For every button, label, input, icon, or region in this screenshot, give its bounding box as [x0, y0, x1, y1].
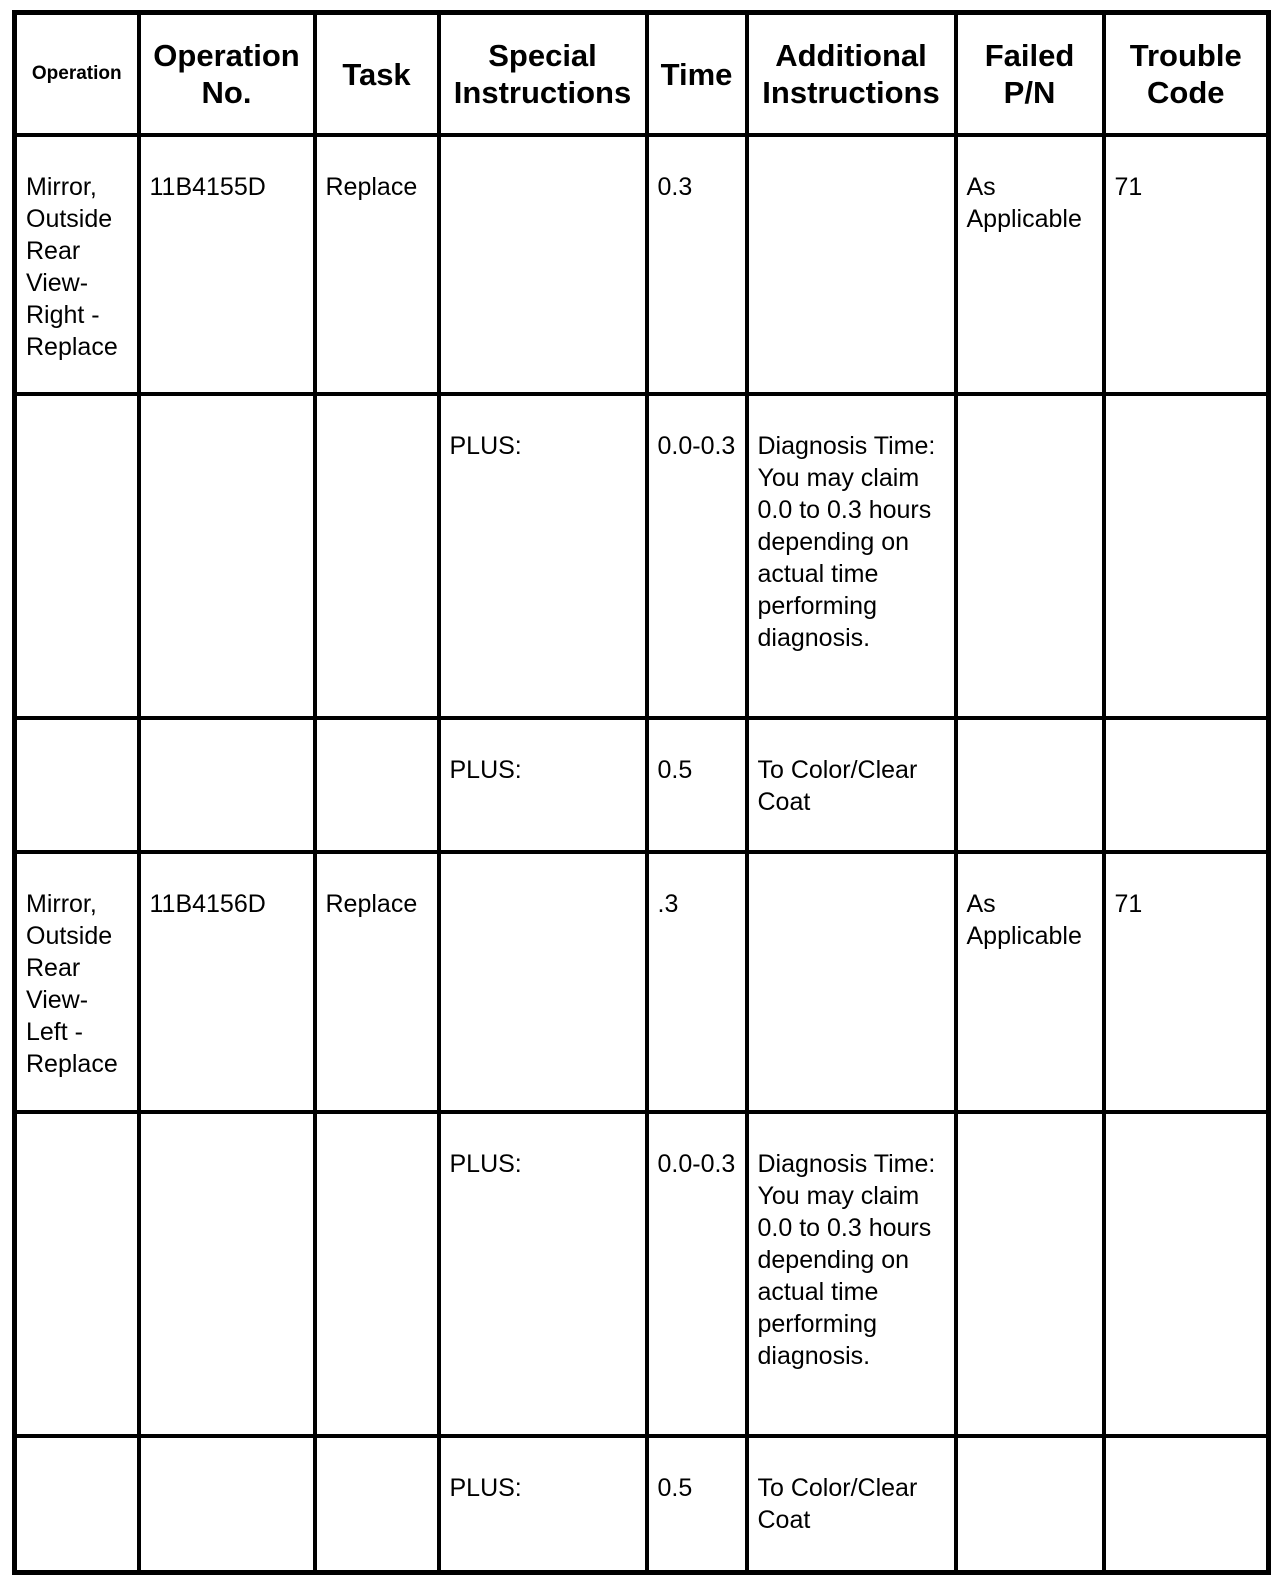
cell-trouble-code	[1104, 718, 1269, 852]
cell-operation	[15, 394, 139, 718]
cell-failed-pn	[956, 718, 1104, 852]
cell-operation-no	[139, 394, 315, 718]
header-operation-no: Operation No.	[139, 13, 315, 136]
header-additional-instructions: Additional Instructions	[747, 13, 956, 136]
cell-task	[315, 718, 439, 852]
cell-operation	[15, 1112, 139, 1436]
cell-failed-pn	[956, 394, 1104, 718]
cell-time: .3	[647, 852, 747, 1112]
cell-trouble-code: 71	[1104, 852, 1269, 1112]
cell-additional-instructions	[747, 135, 956, 394]
table-row	[15, 1112, 1269, 1436]
cell-trouble-code: 71	[1104, 135, 1269, 394]
table-row	[15, 394, 1269, 718]
cell-time: 0.3	[647, 135, 747, 394]
cell-additional-instructions: To Color/Clear Coat	[747, 718, 956, 852]
cell-operation	[15, 1436, 139, 1573]
cell-task: Replace	[315, 135, 439, 394]
cell-additional-instructions: Diagnosis Time: You may claim 0.0 to 0.3 hours depending on actual time performing diagnosis.	[747, 1112, 956, 1436]
cell-failed-pn	[956, 1112, 1104, 1436]
cell-task	[315, 1436, 439, 1573]
header-operation: Operation	[15, 13, 139, 136]
cell-time: 0.0-0.3	[647, 394, 747, 718]
table-row	[15, 1436, 1269, 1573]
header-task: Task	[315, 13, 439, 136]
cell-additional-instructions: To Color/Clear Coat	[747, 1436, 956, 1573]
cell-task: Replace	[315, 852, 439, 1112]
header-failed-pn: Failed P/N	[956, 13, 1104, 136]
cell-special-instructions: PLUS:	[439, 718, 647, 852]
table-row	[15, 852, 1269, 1112]
cell-task	[315, 1112, 439, 1436]
table-header-row	[15, 13, 1269, 136]
cell-operation-no	[139, 1436, 315, 1573]
cell-failed-pn: As Applicable	[956, 852, 1104, 1112]
cell-time: 0.5	[647, 1436, 747, 1573]
cell-task	[315, 394, 439, 718]
header-time: Time	[647, 13, 747, 136]
cell-special-instructions	[439, 135, 647, 394]
cell-operation-no: 11B4156D	[139, 852, 315, 1112]
cell-time: 0.0-0.3	[647, 1112, 747, 1436]
table-row	[15, 135, 1269, 394]
cell-trouble-code	[1104, 394, 1269, 718]
cell-special-instructions	[439, 852, 647, 1112]
table-row	[15, 718, 1269, 852]
cell-trouble-code	[1104, 1112, 1269, 1436]
cell-operation: Mirror, Outside Rear View-Left - Replace	[15, 852, 139, 1112]
cell-failed-pn	[956, 1436, 1104, 1573]
cell-operation	[15, 718, 139, 852]
cell-time: 0.5	[647, 718, 747, 852]
cell-operation: Mirror, Outside Rear View-Right - Replace	[15, 135, 139, 394]
cell-operation-no	[139, 718, 315, 852]
header-special-instructions: Special Instructions	[439, 13, 647, 136]
header-trouble-code: Trouble Code	[1104, 13, 1269, 136]
cell-failed-pn: As Applicable	[956, 135, 1104, 394]
cell-additional-instructions	[747, 852, 956, 1112]
cell-special-instructions: PLUS:	[439, 394, 647, 718]
cell-operation-no	[139, 1112, 315, 1436]
cell-special-instructions: PLUS:	[439, 1112, 647, 1436]
cell-special-instructions: PLUS:	[439, 1436, 647, 1573]
cell-operation-no: 11B4155D	[139, 135, 315, 394]
cell-trouble-code	[1104, 1436, 1269, 1573]
cell-additional-instructions: Diagnosis Time: You may claim 0.0 to 0.3 hours depending on actual time performing diagnosis.	[747, 394, 956, 718]
labor-operations-table	[12, 10, 1271, 1575]
